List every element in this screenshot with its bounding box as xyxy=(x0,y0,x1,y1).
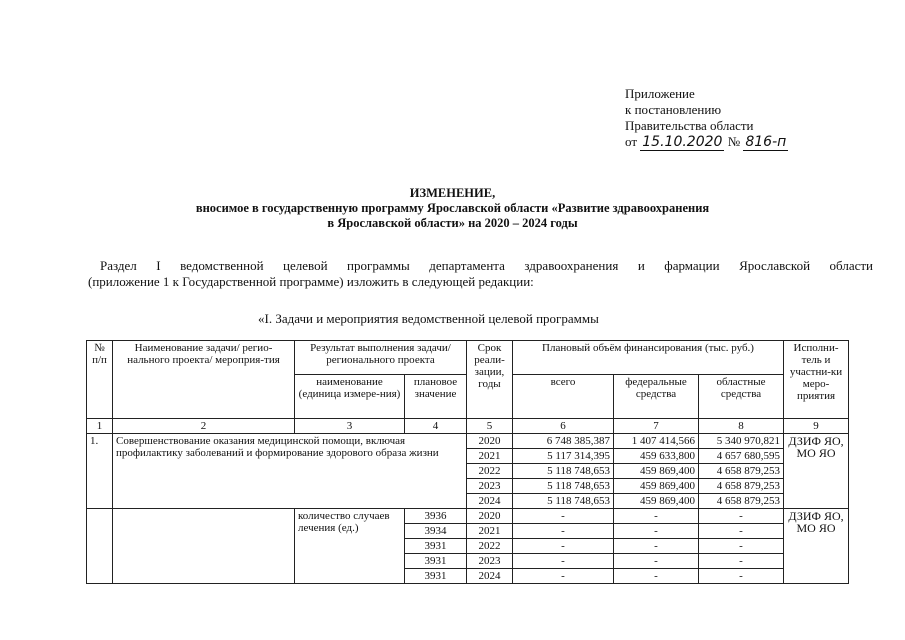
regional-cell: 5 340 970,821 xyxy=(699,434,784,449)
row2-result-name: количество случаев лечения (ед.) xyxy=(295,509,405,584)
year-cell: 2021 xyxy=(467,449,513,464)
column-numbers-row xyxy=(87,419,849,434)
col-number: 2 xyxy=(113,419,295,434)
value-cell: 3931 xyxy=(405,539,467,554)
federal-cell: - xyxy=(614,554,699,569)
total-cell: - xyxy=(513,509,614,524)
header-funding: Плановый объём финансирования (тыс. руб.) xyxy=(513,341,784,375)
total-cell: - xyxy=(513,539,614,554)
regional-cell: - xyxy=(699,509,784,524)
col-number: 6 xyxy=(513,419,614,434)
header-regional: областные средства xyxy=(699,375,784,419)
federal-cell: 459 869,400 xyxy=(614,479,699,494)
title-line-1: ИЗМЕНЕНИЕ, xyxy=(409,186,496,200)
row2-num xyxy=(87,509,113,584)
header-num: № п/п xyxy=(87,341,113,419)
regional-cell: 4 658 879,253 xyxy=(699,479,784,494)
federal-cell: - xyxy=(614,569,699,584)
total-cell: 5 117 314,395 xyxy=(513,449,614,464)
table-row xyxy=(87,434,849,449)
year-cell: 2021 xyxy=(467,524,513,539)
appendix-block xyxy=(625,86,788,150)
appendix-date-line xyxy=(625,134,788,150)
federal-cell: - xyxy=(614,509,699,524)
value-cell: 3934 xyxy=(405,524,467,539)
year-cell: 2022 xyxy=(467,464,513,479)
total-cell: - xyxy=(513,569,614,584)
federal-cell: 459 633,800 xyxy=(614,449,699,464)
federal-cell: - xyxy=(614,539,699,554)
federal-cell: 459 869,400 xyxy=(614,494,699,509)
value-cell: 3931 xyxy=(405,569,467,584)
paragraph-line-1: Раздел I ведомственной целевой программы департамента здравоохранения и фармации Ярославской области xyxy=(100,258,873,273)
col-number: 1 xyxy=(87,419,113,434)
header-name: Наименование задачи/ регио-нального проекта/ мероприя-тия xyxy=(113,341,295,419)
col-number: 4 xyxy=(405,419,467,434)
year-cell: 2023 xyxy=(467,479,513,494)
header-federal: федеральные средства xyxy=(614,375,699,419)
appendix-line-3: Правительства области xyxy=(625,118,754,133)
total-cell: 5 118 748,653 xyxy=(513,464,614,479)
header-result: Результат выполнения задачи/ регионального проекта xyxy=(295,341,467,375)
regional-cell: - xyxy=(699,524,784,539)
total-cell: - xyxy=(513,554,614,569)
from-label: от xyxy=(625,134,638,149)
row1-executor: ДЗИФ ЯО, МО ЯО xyxy=(784,434,849,509)
header-result-name: наименование (единица измере-ния) xyxy=(295,375,405,419)
federal-cell: 459 869,400 xyxy=(614,464,699,479)
title-line-3: в Ярославской области» на 2020 – 2024 годы xyxy=(327,216,578,230)
title-line-2: вносимое в государственную программу Ярославской области «Развитие здравоохранения xyxy=(195,201,710,215)
header-result-value: плановое значение xyxy=(405,375,467,419)
regional-cell: 4 658 879,253 xyxy=(699,464,784,479)
section-title: «I. Задачи и мероприятия ведомственной целевой программы xyxy=(258,311,599,326)
year-cell: 2024 xyxy=(467,569,513,584)
header-total: всего xyxy=(513,375,614,419)
regional-cell: - xyxy=(699,569,784,584)
col-number: 8 xyxy=(699,419,784,434)
header-term: Срок реали-зации, годы xyxy=(467,341,513,419)
handwritten-date: 15.10.2020 xyxy=(642,134,723,150)
col-number: 9 xyxy=(784,419,849,434)
year-cell: 2020 xyxy=(467,434,513,449)
total-cell: 5 118 748,653 xyxy=(513,479,614,494)
total-cell: - xyxy=(513,524,614,539)
col-number: 3 xyxy=(295,419,405,434)
tasks-table xyxy=(86,340,849,584)
regional-cell: 4 658 879,253 xyxy=(699,494,784,509)
year-cell: 2020 xyxy=(467,509,513,524)
number-label: № xyxy=(727,134,741,149)
year-cell: 2024 xyxy=(467,494,513,509)
row1-num: 1. xyxy=(87,434,113,509)
row2-executor: ДЗИФ ЯО, МО ЯО xyxy=(784,509,849,584)
year-cell: 2022 xyxy=(467,539,513,554)
regional-cell: - xyxy=(699,554,784,569)
appendix-line-2: к постановлению xyxy=(625,102,722,117)
paragraph-line-2: (приложение 1 к Государственной программе) изложить в следующей редакции: xyxy=(88,274,534,289)
federal-cell: - xyxy=(614,524,699,539)
regional-cell: 4 657 680,595 xyxy=(699,449,784,464)
intro-paragraph xyxy=(88,258,873,290)
handwritten-number: 816-п xyxy=(745,134,787,150)
value-cell: 3931 xyxy=(405,554,467,569)
federal-cell: 1 407 414,566 xyxy=(614,434,699,449)
regional-cell: - xyxy=(699,539,784,554)
document-title xyxy=(0,186,905,231)
row2-name xyxy=(113,509,295,584)
total-cell: 6 748 385,387 xyxy=(513,434,614,449)
col-number: 7 xyxy=(614,419,699,434)
appendix-line-1: Приложение xyxy=(625,86,695,101)
year-cell: 2023 xyxy=(467,554,513,569)
row1-name: Совершенствование оказания медицинской помощи, включая профилактику заболеваний и формирование здорового образа жизни xyxy=(113,434,467,509)
value-cell: 3936 xyxy=(405,509,467,524)
table-row xyxy=(87,509,849,524)
col-number: 5 xyxy=(467,419,513,434)
total-cell: 5 118 748,653 xyxy=(513,494,614,509)
header-executor: Исполни-тель и участни-ки меро-приятия xyxy=(784,341,849,419)
